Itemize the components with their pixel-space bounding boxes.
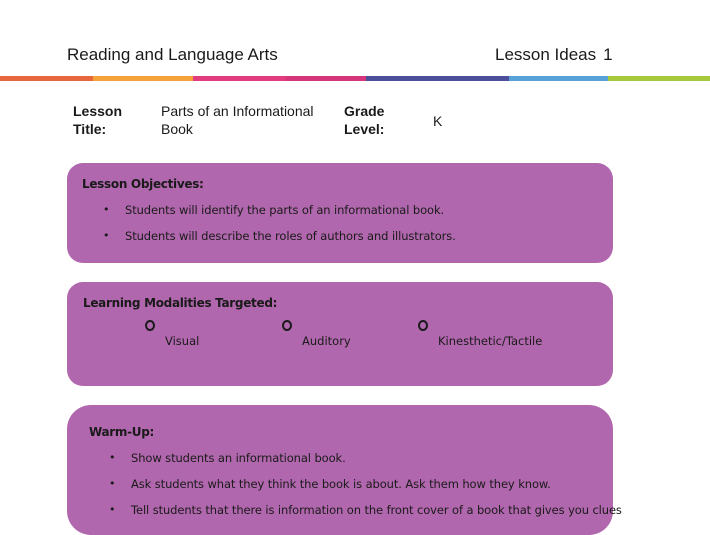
stripe-segment [286, 76, 366, 81]
objectives-heading: Lesson Objectives: [82, 177, 204, 191]
radio-circle-icon[interactable] [282, 320, 292, 331]
modality-auditory[interactable] [302, 334, 351, 348]
list-item [103, 229, 456, 255]
stripe-segment [509, 76, 608, 81]
grade-label-line1: Grade [344, 103, 385, 119]
page-number: 1 [603, 45, 613, 64]
radio-circle-icon[interactable] [145, 320, 155, 331]
objectives-panel [67, 163, 613, 263]
lesson-title-value-line1: Parts of an Informational [161, 103, 314, 119]
list-item [109, 451, 622, 477]
color-stripe [0, 76, 710, 81]
lesson-title-value [161, 102, 314, 138]
stripe-segment [193, 76, 286, 81]
header-title: Reading and Language Arts [67, 45, 278, 64]
modalities-panel [67, 282, 613, 386]
modality-label: Kinesthetic/Tactile [438, 334, 543, 348]
bullet-icon: • [103, 229, 110, 242]
grade-level-label [344, 102, 384, 138]
lesson-title-label-line2: Title: [73, 121, 107, 137]
stripe-segment [0, 76, 93, 81]
warmup-heading: Warm-Up: [89, 425, 155, 439]
objective-text: Students will identify the parts of an informational book. [125, 203, 445, 217]
stripe-segment [366, 76, 509, 81]
grade-level-value: K [433, 113, 443, 129]
modality-label: Auditory [302, 334, 351, 348]
radio-circle-icon[interactable] [418, 320, 428, 331]
list-item [103, 203, 456, 229]
warmup-panel [67, 405, 622, 535]
bullet-icon: • [103, 203, 110, 216]
warmup-text: Show students an informational book. [131, 451, 346, 465]
header-lesson-ideas [495, 45, 613, 65]
modality-kinesthetic[interactable] [438, 334, 542, 348]
objective-text: Students will describe the roles of authors and illustrators. [125, 229, 456, 243]
warmup-text: Ask students what they think the book is about. Ask them how they know. [131, 477, 551, 491]
modalities-heading: Learning Modalities Targeted: [83, 296, 278, 310]
objectives-list [103, 203, 456, 255]
stripe-segment [93, 76, 193, 81]
list-item [109, 503, 622, 529]
list-item [109, 477, 622, 503]
warmup-text: Tell students that there is information on the front cover of a book that gives you clues [131, 503, 622, 517]
stripe-segment [608, 76, 710, 81]
bullet-icon: • [109, 477, 116, 490]
lesson-title-label-line1: Lesson [73, 103, 123, 119]
bullet-icon: • [109, 503, 116, 516]
header-right-label: Lesson Ideas [495, 45, 597, 64]
modality-visual[interactable] [165, 334, 199, 348]
warmup-list [109, 451, 622, 529]
modality-label: Visual [165, 334, 200, 348]
bullet-icon: • [109, 451, 116, 464]
lesson-title-value-line2: Book [161, 121, 193, 137]
grade-label-line2: Level: [344, 121, 385, 137]
lesson-title-label [73, 102, 122, 138]
